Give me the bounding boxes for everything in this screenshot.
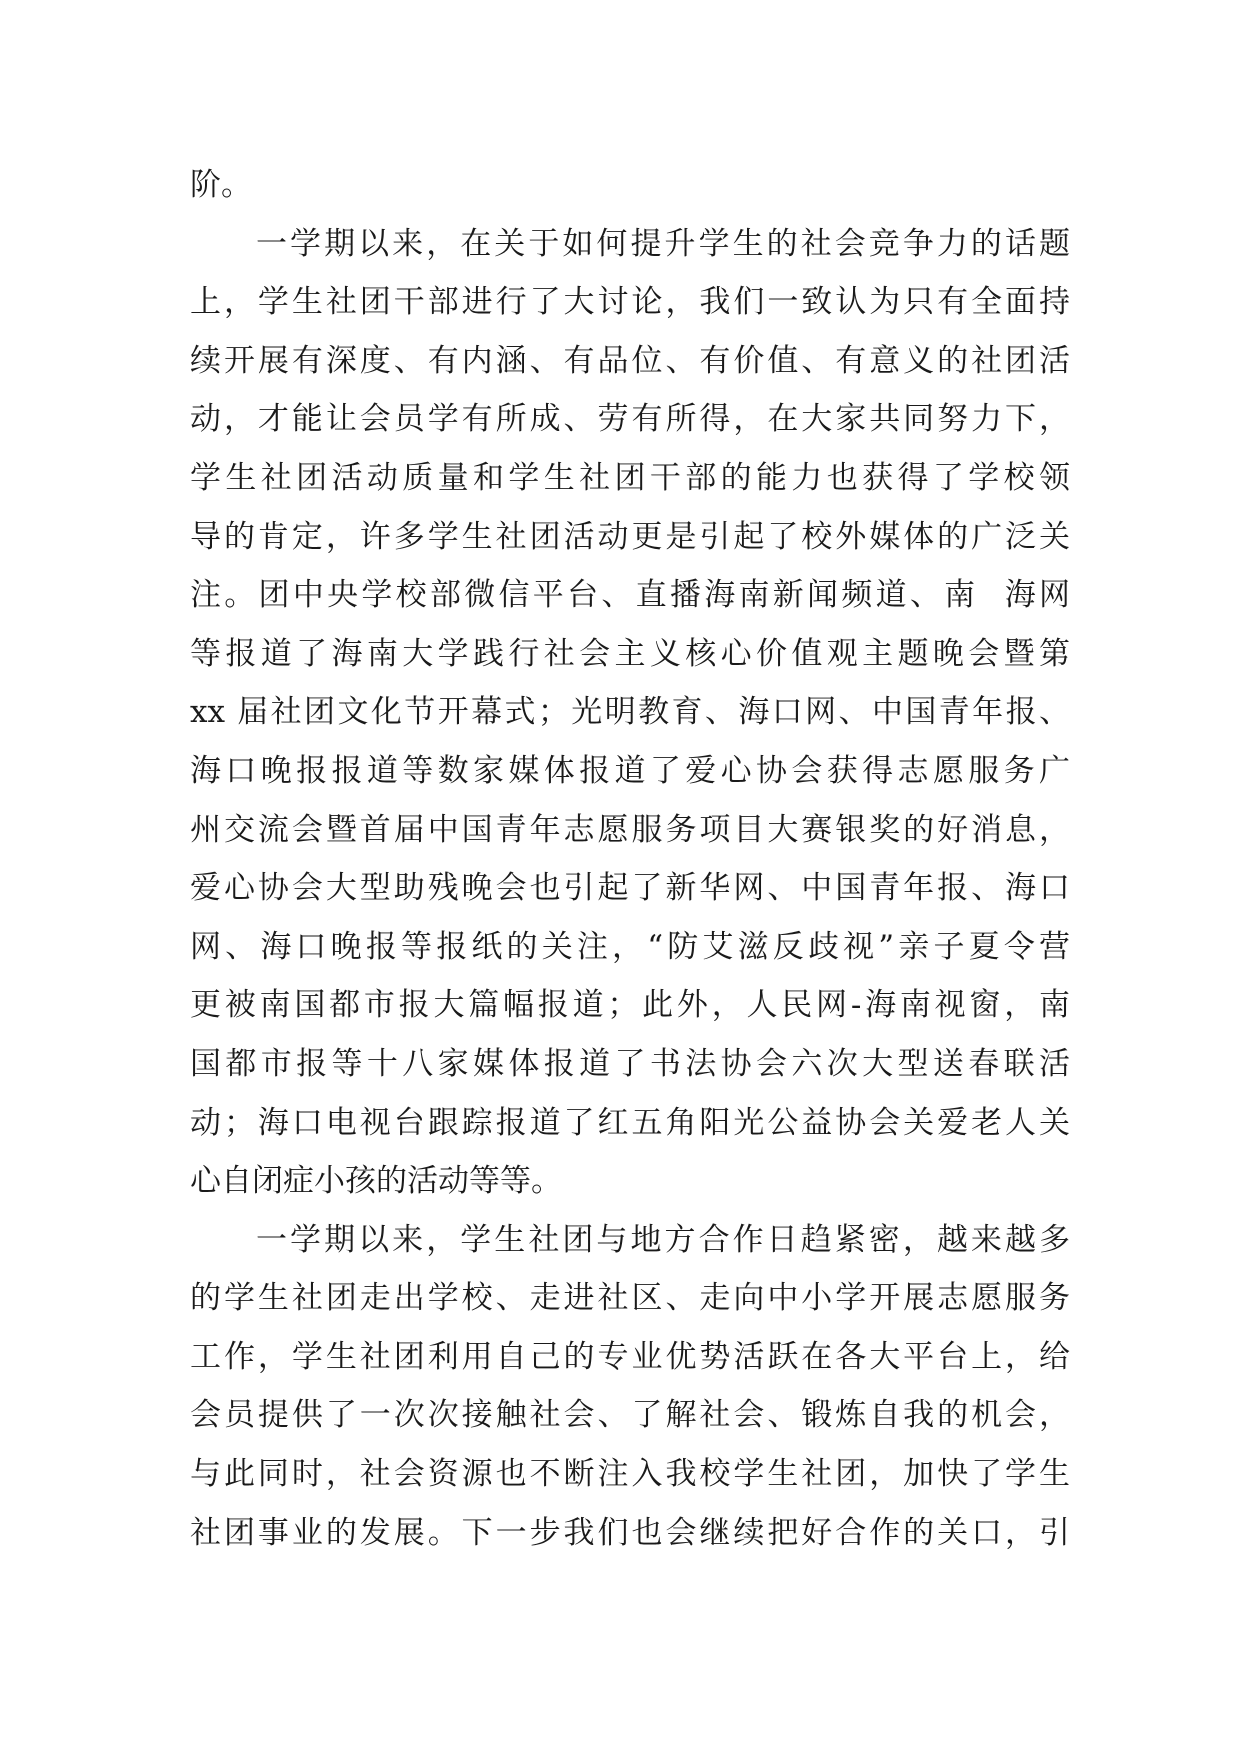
text-line: 爱心协会大型助残晚会也引起了新华网、中国青年报、海口 — [190, 870, 1070, 907]
text-line: 工作，学生社团利用自己的专业优势活跃在各大平台上，给 — [190, 1338, 1070, 1375]
text-line: 海口晚报报道等数家媒体报道了爱心协会获得志愿服务广 — [190, 752, 1070, 789]
text-line: xx 届社团文化节开幕式；光明教育、海口网、中国青年报、 — [190, 694, 1070, 731]
text-line: 网、海口晚报等报纸的关注，“防艾滋反歧视”亲子夏令营 — [190, 928, 1070, 965]
text-line: 会员提供了一次次接触社会、了解社会、锻炼自我的机会， — [190, 1397, 1070, 1434]
text-line: 的学生社团走出学校、走进社区、走向中小学开展志愿服务 — [190, 1280, 1070, 1317]
text-line: 动，才能让会员学有所成、劳有所得，在大家共同努力下， — [190, 401, 1070, 438]
text-line: 上，学生社团干部进行了大讨论，我们一致认为只有全面持 — [190, 284, 1070, 321]
text-line: 注。团中央学校部微信平台、直播海南新闻频道、南 海网 — [190, 577, 1070, 614]
text-line: 更被南国都市报大篇幅报道；此外，人民网-海南视窗，南 — [190, 987, 1070, 1024]
text-line: 心自闭症小孩的活动等等。 — [190, 1163, 562, 1200]
text-line: 动；海口电视台跟踪报道了红五角阳光公益协会关爱老人关 — [190, 1104, 1070, 1141]
text-line: 续开展有深度、有内涵、有品位、有价值、有意义的社团活 — [190, 342, 1070, 379]
text-line: 与此同时，社会资源也不断注入我校学生社团，加快了学生 — [190, 1456, 1070, 1493]
text-line: 州交流会暨首届中国青年志愿服务项目大赛银奖的好消息， — [190, 811, 1070, 848]
text-line: 导的肯定，许多学生社团活动更是引起了校外媒体的广泛关 — [190, 518, 1070, 555]
text-line: 一学期以来，学生社团与地方合作日趋紧密，越来越多 — [256, 1221, 1070, 1258]
text-line: 一学期以来，在关于如何提升学生的社会竞争力的话题 — [256, 225, 1070, 262]
text-line: 阶。 — [190, 167, 252, 203]
body-text — [190, 156, 1070, 1562]
text-line: 国都市报等十八家媒体报道了书法协会六次大型送春联活 — [190, 1045, 1070, 1082]
text-line: 学生社团活动质量和学生社团干部的能力也获得了学校领 — [190, 459, 1070, 496]
text-line: 社团事业的发展。下一步我们也会继续把好合作的关口，引 — [190, 1514, 1070, 1551]
text-line: 等报道了海南大学践行社会主义核心价值观主题晚会暨第 — [190, 635, 1070, 672]
